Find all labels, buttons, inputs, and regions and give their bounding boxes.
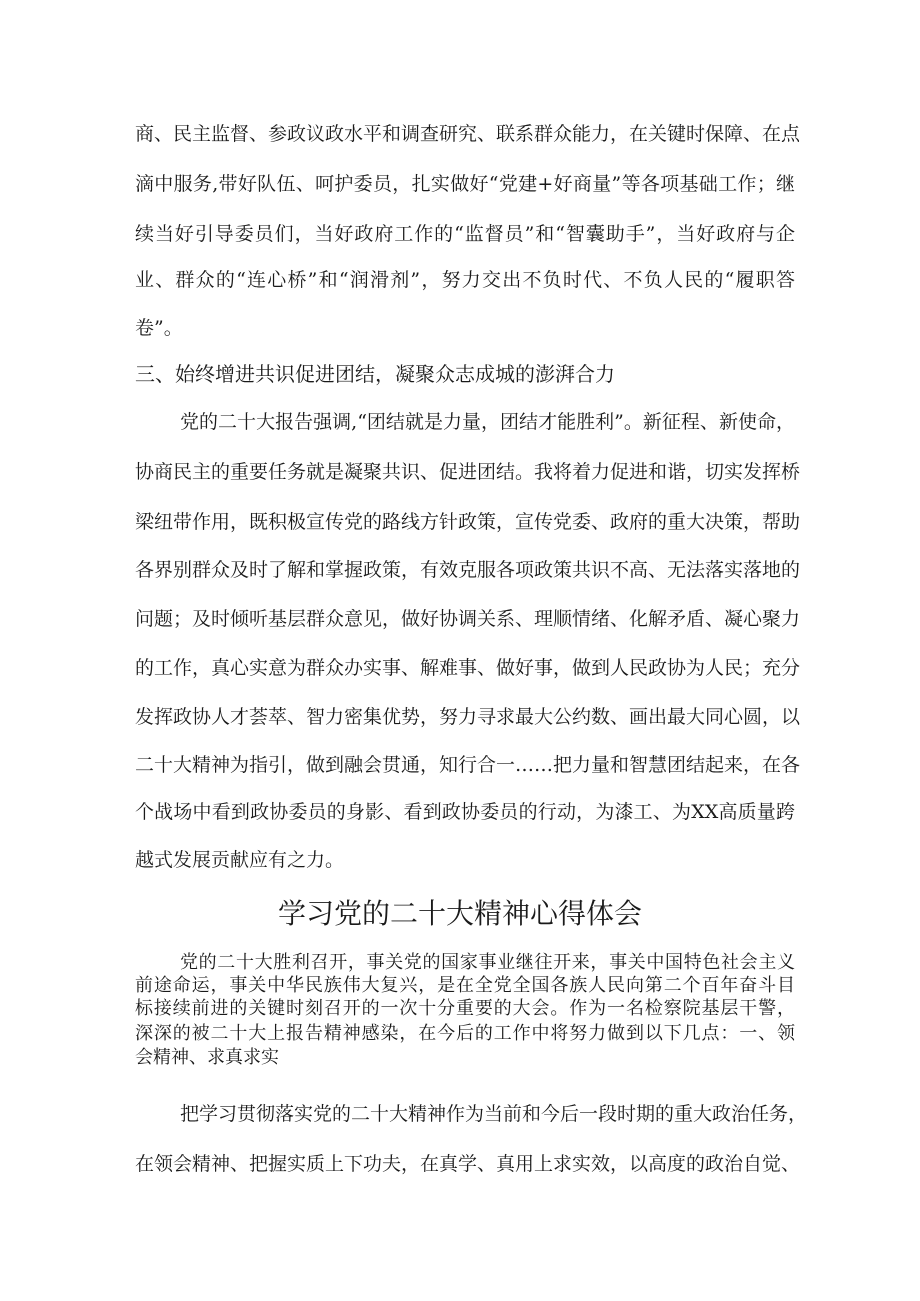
intro-line: 标接续前进的关键时刻召开的一次十分重要的大会。作为一名检察院基层干警， [135,998,795,1019]
intro-line: 党的二十大胜利召开，事关党的国家事业继往开来，事关中国特色社会主义 [180,952,795,973]
paragraph-line: 二十大精神为指引，做到融会贯通，知行合一……把力量和智慧团结起来，在各 [135,754,801,776]
article-title: 学习党的二十大精神心得体会 [277,897,642,930]
paragraph-line: 在领会精神、把握实质上下功夫，在真学、真用上求实效，以高度的政治自觉、 [135,1153,801,1175]
paragraph-line: 把学习贯彻落实党的二十大精神作为当前和今后一段时期的重大政治任务， [180,1103,808,1125]
paragraph-line: 越式发展贡献应有之力。 [135,849,345,871]
paragraph-line: 续当好引导委员们，当好政府工作的“监督员”和“智囊助手”，当好政府与企 [135,223,795,245]
paragraph-line: 滴中服务,带好队伍、呵护委员，扎实做好“党建+好商量”等各项基础工作；继 [135,173,795,195]
paragraph-line: 各界别群众及时了解和掌握政策，有效克服各项政策共识不高、无法落实落地的 [135,559,801,581]
section-heading: 三、始终增进共识促进团结，凝聚众志成城的澎湃合力 [135,362,615,386]
paragraph-line: 个战场中看到政协委员的身影、看到政协委员的行动，为漆工、为XX高质量跨 [135,801,795,823]
paragraph-line: 发挥政协人才荟萃、智力密集优势，努力寻求最大公约数、画出最大同心圆，以 [135,706,801,728]
paragraph-line: 商、民主监督、参政议政水平和调查研究、联系群众能力，在关键时保障、在点 [135,123,801,145]
paragraph-line: 协商民主的重要任务就是凝聚共识、促进团结。我将着力促进和谐，切实发挥桥 [135,461,801,483]
intro-line: 前途命运，事关中华民族伟大复兴，是在全党全国各族人民向第二个百年奋斗目 [135,975,795,996]
intro-line: 深深的被二十大上报告精神感染，在今后的工作中将努力做到以下几点：一、领 [135,1023,795,1044]
intro-line: 会精神、求真求实 [135,1047,279,1068]
paragraph-line: 卷”。 [135,317,183,339]
paragraph-line: 问题；及时倾听基层群众意见，做好协调关系、理顺情绪、化解矛盾、凝心聚力 [135,608,801,630]
paragraph-line: 的工作，真心实意为群众办实事、解难事、做好事，做到人民政协为人民；充分 [135,657,801,679]
paragraph-line: 梁纽带作用，既积极宣传党的路线方针政策，宣传党委、政府的重大决策，帮助 [135,511,801,533]
paragraph-line: 党的二十大报告强调,“团结就是力量，团结才能胜利”。新征程、新使命， [180,411,795,433]
paragraph-line: 业、群众的“连心桥”和“润滑剂”，努力交出不负时代、不负人民的“履职答 [135,269,795,291]
